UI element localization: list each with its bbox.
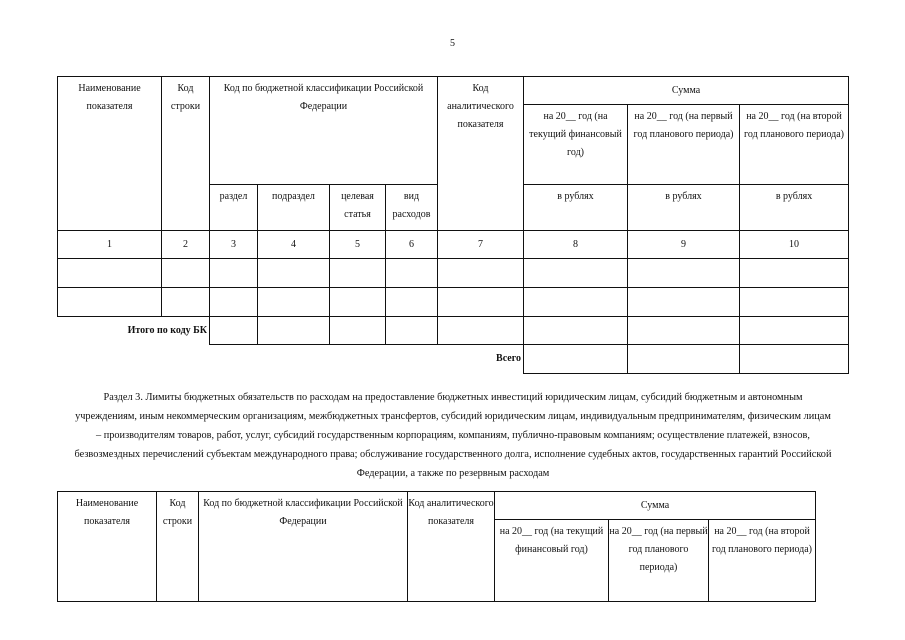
header-bk-code: Код по бюджетной классификации Российской Федерации: [210, 77, 438, 185]
column-number: 1: [58, 231, 162, 259]
table-row: [58, 288, 849, 317]
header-line-code: Код строки: [157, 492, 199, 602]
total-bk-label: Итого по коду БК: [58, 317, 210, 345]
header-expense-type: вид расходов: [386, 185, 438, 231]
section-3-title: Раздел 3. Лимиты бюджетных обязательств по расходам на предоставление бюджетных инвестиций юридическим лицам, субсидий бюджетным и автономным учреждениям, иным некоммерческим организациям, межбюджетных трансфертов, субсидий юридическим лицам, индивидуальным предпринимателям, физическим лицам – производителям товаров, работ, услуг, субсидий государственным корпорациям, компаниям, публично-правовым компаниям; осуществление платежей, взносов, безвозмездных перечислений субъектам международного права; обслуживание государственного долга, исполнение судебных актов, государственных гарантий Российской Федерации, а также по резервным расходам: [74, 392, 832, 479]
header-analytic-code: Код аналитического показателя: [438, 77, 524, 231]
header-year-second: на 20__ год (на второй год планового периода): [740, 105, 849, 185]
column-number: 3: [210, 231, 258, 259]
table-row: [58, 259, 849, 288]
column-number: 10: [740, 231, 849, 259]
column-number: 5: [330, 231, 386, 259]
column-number: 9: [628, 231, 740, 259]
column-number: 6: [386, 231, 438, 259]
header-analytic-code: Код аналитического показателя: [408, 492, 495, 602]
header-sum: Сумма: [524, 77, 849, 105]
header-line-code: Код строки: [162, 77, 210, 231]
header-target-article: целевая статья: [330, 185, 386, 231]
grand-total-row: [58, 345, 849, 374]
header-sum: Сумма: [495, 492, 816, 520]
header-section: раздел: [210, 185, 258, 231]
column-number: 7: [438, 231, 524, 259]
column-number: 4: [258, 231, 330, 259]
header-subsection: подраздел: [258, 185, 330, 231]
header-year-first: на 20__ год (на первый год планового периода): [609, 520, 709, 602]
header-year-current: на 20__ год (на текущий финансовый год): [495, 520, 609, 602]
header-unit: в рублях: [524, 185, 628, 231]
column-number: 8: [524, 231, 628, 259]
page-number: 5: [450, 38, 455, 49]
total-bk-row: [58, 317, 849, 345]
budget-table-1: [57, 76, 849, 374]
budget-table-2: [57, 491, 816, 602]
header-unit: в рублях: [740, 185, 849, 231]
column-number: 2: [162, 231, 210, 259]
header-unit: в рублях: [628, 185, 740, 231]
header-year-current: на 20__ год (на текущий финансовый год): [524, 105, 628, 185]
header-name: Наименование показателя: [58, 77, 162, 231]
header-bk-code: Код по бюджетной классификации Российской Федерации: [199, 492, 408, 602]
header-year-second: на 20__ год (на второй год планового периода): [709, 520, 816, 602]
header-year-first: на 20__ год (на первый год планового периода): [628, 105, 740, 185]
grand-total-label: Всего: [496, 353, 521, 365]
header-name: Наименование показателя: [58, 492, 157, 602]
